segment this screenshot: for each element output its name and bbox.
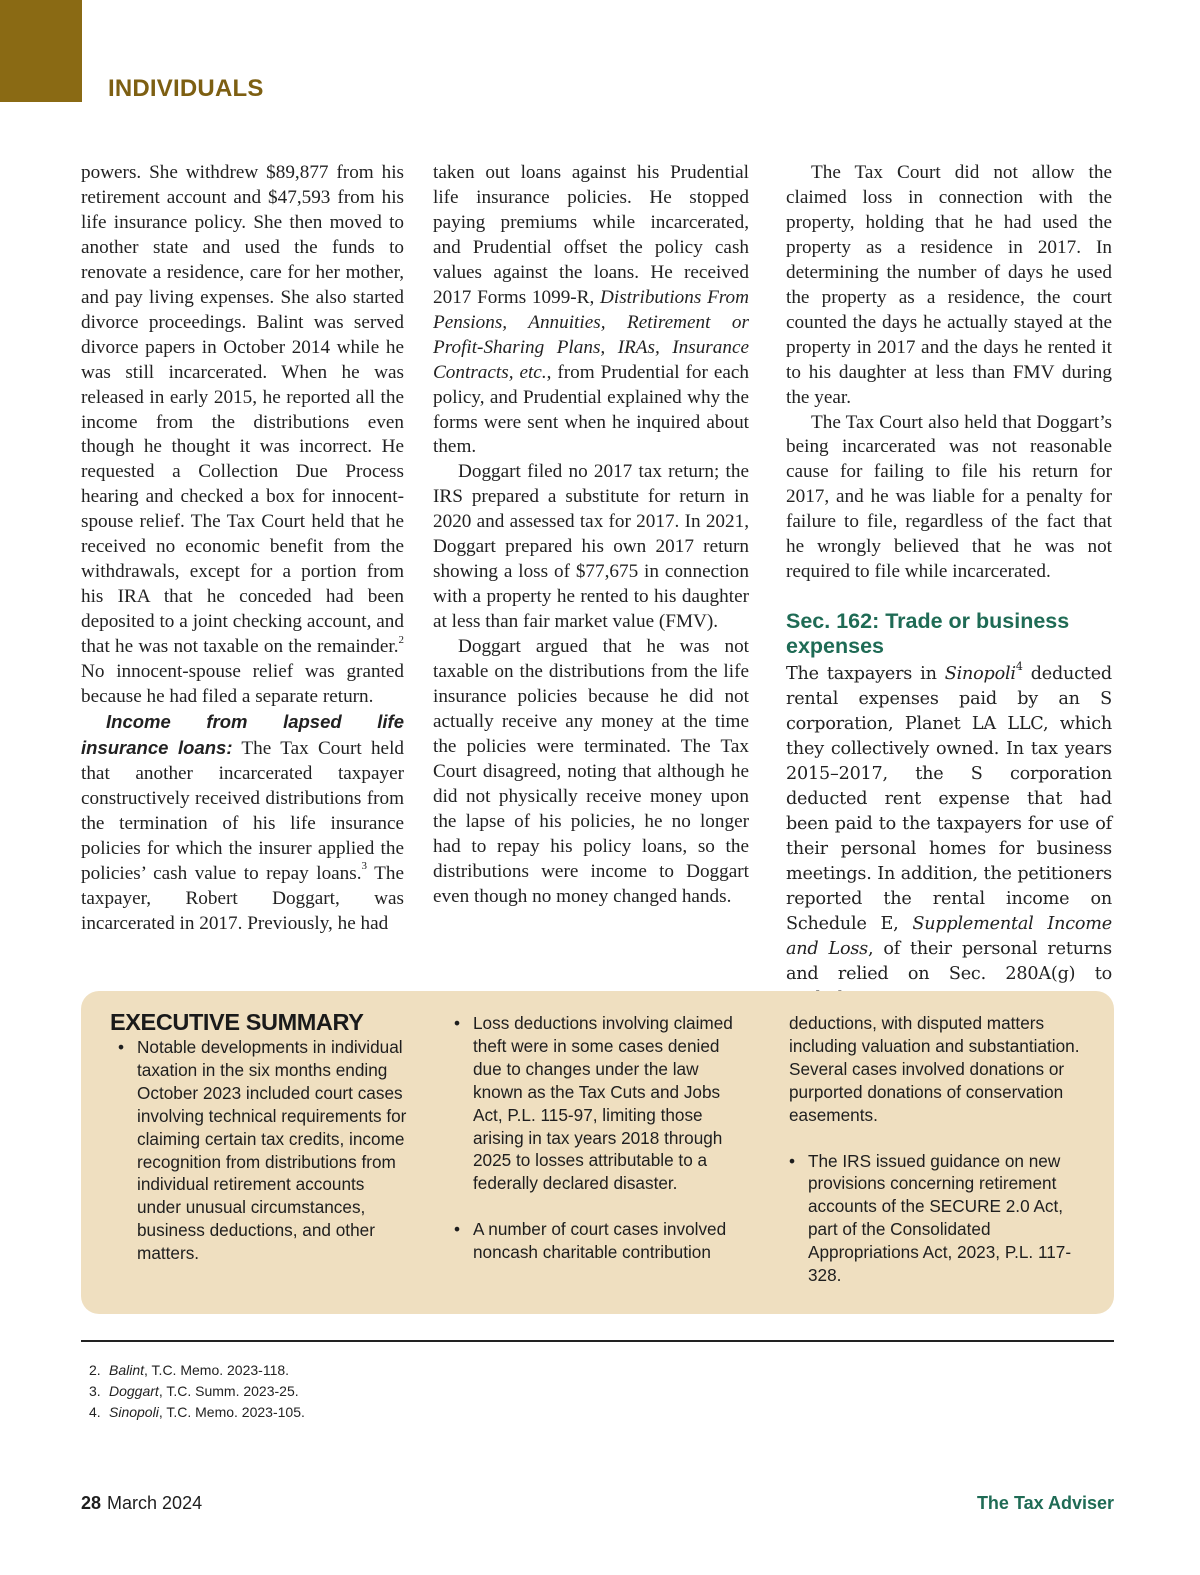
publication-name: The Tax Adviser	[976, 1493, 1114, 1513]
summary-bullet-continued: deductions, with disputed matters including valuation and substantiation. Several cases involved donations or purported donations of conservation easements.	[789, 1013, 1080, 1125]
footnote-ref: 3	[361, 860, 368, 873]
summary-column-1	[118, 1036, 408, 1265]
page-footer-left	[81, 1493, 202, 1514]
summary-bullet	[118, 1036, 408, 1265]
bullet-spacer	[454, 1195, 744, 1218]
paragraph-text: deducted rental expenses paid by an S corporation, Planet LA LLC, which they collectively owned. In tax years 2015–2017, the S corporation deducted rent expense that had been paid to the taxpayers for use of their personal homes for business meetings. In addition, the petitioners reported the rental income on Schedule E,	[786, 664, 1112, 934]
paragraph: The Tax Court did not allow the claimed loss in connection with the property, holding that he had used the property as a residence in 2017. In determining the number of days he used the property as a residence, the court counted the days he actually stayed at the property in 2017 and the days he rented it to his daughter at less than FMV during the year.	[786, 162, 1112, 408]
footnotes-list	[89, 1360, 305, 1423]
bullet-spacer	[789, 1127, 1089, 1150]
bullet-icon: •	[789, 1150, 796, 1171]
paragraph: The Tax Court also held that Doggart’s being incarcerated was not reasonable cause for failing to file his return for 2017, and he was liable for a penalty for failure to file, regardless of the fact that he wrongly believed that he was not required to file while incarcerated.	[786, 411, 1112, 583]
footnote-citation: , T.C. Summ. 2023-25.	[158, 1383, 299, 1399]
article-column-1	[81, 161, 404, 937]
summary-text: Loss deductions involving claimed theft were in some cases denied due to changes under the law known as the Tax Cuts and Jobs Act, P.L. 115-97, limiting those arising in tax years 2018 through 2025 to losses attributable to a federally declared disaster.	[473, 1013, 733, 1194]
executive-summary-box	[81, 991, 1114, 1314]
bullet-icon: •	[454, 1219, 461, 1240]
summary-text: The IRS issued guidance on new provisions concerning retirement accounts of the SECURE 2.0 Act, part of the Consolidated Appropriations Act, 2023, P.L. 117-328.	[808, 1150, 1072, 1286]
paragraph-text: The taxpayers in	[786, 664, 945, 685]
summary-bullet	[454, 1218, 744, 1264]
footnote-case-name: Sinopoli	[109, 1404, 159, 1420]
bullet-icon: •	[118, 1037, 125, 1057]
paragraph-text: , from Prudential for each policy, and Prudential explained why the forms were sent when he inquired about them.	[433, 361, 749, 458]
executive-summary-title: EXECUTIVE SUMMARY	[110, 1009, 364, 1035]
bullet-icon: •	[454, 1013, 461, 1033]
paragraph-text: The Tax Court held that another incarcerated taxpayer constructively received distributions from the termination of his life insurance policies for which the insurer applied the policies’ cash value to repay loans.	[81, 737, 404, 884]
footnote-divider	[81, 1340, 1114, 1342]
footnote-number: 4.	[89, 1404, 101, 1420]
summary-column-2	[454, 1012, 744, 1264]
paragraph: Doggart filed no 2017 tax return; the IRS prepared a substitute for return in 2020 and assessed tax for 2017. In 2021, Doggart prepared his own 2017 return showing a loss of $77,675 in connection with a property he rented to his daughter at less than fair market value (FMV).	[433, 461, 749, 633]
paragraph	[81, 161, 404, 710]
paragraph-text: powers. She withdrew $89,877 from his retirement account and $47,593 from his life insurance policy. She then moved to another state and used the funds to renovate a residence, care for her mother, and pay living expenses. She also started divorce proceedings. Balint was served divorce papers in October 2014 while he was still incarcerated. When he was released in early 2015, he reported all the income from the distributions even though he thought it was incorrect. He requested a Collection Due Process hearing and checked a box for innocent-spouse relief. The Tax Court held that he received no economic benefit from the withdrawals, except for a portion from his IRA that he conceded had been deposited to a joint checking account, and that he was not taxable on the remainder.	[81, 162, 404, 658]
section-label: INDIVIDUALS	[108, 75, 264, 102]
paragraph-text: No innocent-spouse relief was granted because he had filed a separate return.	[81, 661, 404, 708]
summary-text: Notable developments in individual taxation in the six months ending October 2023 included court cases involving technical requirements for claiming certain tax credits, income recognition from distributions from individual retirement accounts under unusual circumstances, business deductions, and other matters.	[137, 1037, 407, 1264]
paragraph	[786, 662, 1112, 1011]
summary-column-3	[789, 1012, 1089, 1287]
paragraph-text: The taxpayer, Robert Doggart, was incarcerated in 2017. Previously, he had	[81, 862, 404, 934]
case-name: Sinopoli	[944, 664, 1016, 685]
footnote-citation: , T.C. Memo. 2023-118.	[144, 1362, 290, 1378]
article-column-2	[433, 161, 749, 910]
section-heading: Sec. 162: Trade or business expenses	[786, 609, 1070, 659]
summary-bullet	[789, 1150, 1089, 1287]
article-column-3	[786, 161, 1112, 1012]
form-title: Distributions From Pensions, Annuities, Retirement or Profit-Sharing Plans, IRAs, Insurance Contracts, etc.	[433, 286, 749, 383]
footnote	[89, 1360, 305, 1381]
paragraph	[433, 161, 749, 460]
summary-text: A number of court cases involved noncash charitable contribution	[473, 1219, 727, 1263]
footnote-number: 2.	[89, 1362, 101, 1378]
form-title: Supplemental Income and Loss	[786, 913, 1112, 959]
run-in-heading: Income from lapsed life insurance loans:	[81, 710, 404, 758]
footnote	[89, 1381, 305, 1402]
footnote-case-name: Balint	[109, 1362, 145, 1378]
section-color-tab	[0, 0, 82, 102]
paragraph-text: taken out loans against his Prudential life insurance policies. He stopped paying premiums while incarcerated, and Prudential offset the policy cash values against the loans. He received 2017 Forms 1099-R,	[433, 162, 749, 308]
paragraph: Doggart argued that he was not taxable on the distributions from the life insurance policies because he did not actually receive any money at the time the policies were terminated. The Tax Court disagreed, noting that although he did not physically receive money upon the lapse of his policies, he no longer had to repay his policy loans, so the distributions were income to Doggart even though no money changed hands.	[433, 636, 749, 907]
paragraph-text: , of their personal returns and relied on Sec. 280A(g) to	[786, 938, 1112, 984]
page-number: 28	[81, 1493, 102, 1513]
summary-bullet	[454, 1012, 744, 1195]
footnote-citation: , T.C. Memo. 2023-105.	[158, 1404, 305, 1420]
footnote-number: 3.	[89, 1383, 101, 1399]
footnote	[89, 1402, 305, 1423]
footnote-ref: 2	[398, 633, 404, 646]
paragraph	[81, 710, 404, 937]
issue-date: March 2024	[107, 1493, 203, 1513]
footnote-ref: 4	[1015, 660, 1023, 674]
footnote-case-name: Doggart	[109, 1383, 159, 1399]
